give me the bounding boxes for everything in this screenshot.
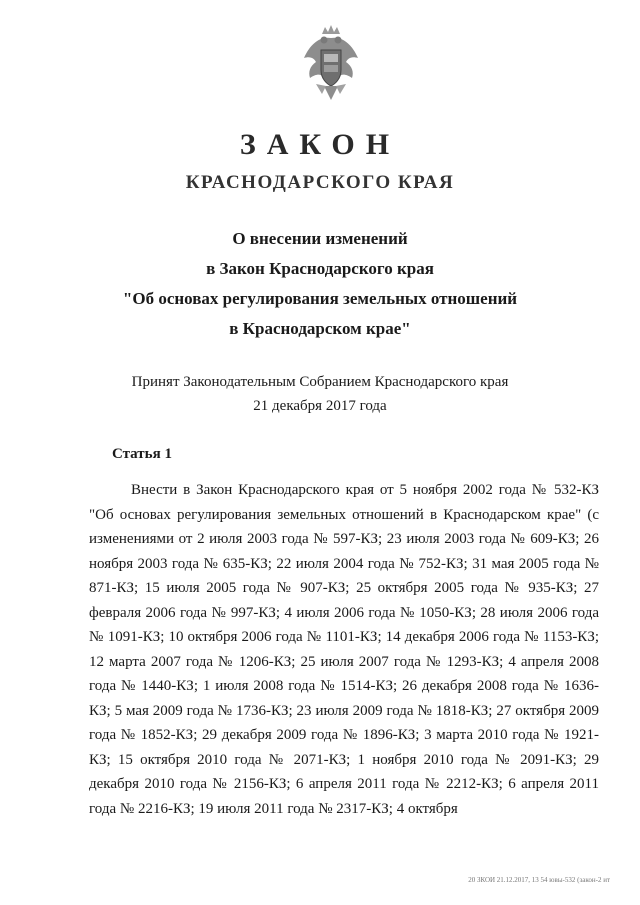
region-heading: КРАСНОДАРСКОГО КРАЯ xyxy=(185,172,455,193)
adoption-note xyxy=(0,370,640,418)
adoption-body: Принят Законодательным Собранием Краснодарского края xyxy=(131,374,509,390)
law-title xyxy=(0,224,640,344)
footer-code: 20 ЗКОИ 21.12.2017, 13 54 ювы-532 (закон-2 ит xyxy=(468,876,610,884)
coat-of-arms-icon xyxy=(300,24,362,104)
article-heading: Статья 1 xyxy=(112,446,172,462)
title-line: в Краснодарском крае" xyxy=(229,319,411,338)
title-line: О внесении изменений xyxy=(232,229,408,248)
title-line: в Закон Краснодарского края xyxy=(206,259,434,278)
adoption-date: 21 декабря 2017 года xyxy=(253,398,387,414)
article-paragraph: Внести в Закон Краснодарского края от 5 ноября 2002 года № 532-КЗ "Об основах регулирования земельных отношений в Краснодарском крае" (с изменениями от 2 июля 2003 года № 597-КЗ; 23 июля 2003 года № 609-КЗ; 26 ноября 2003 года № 635-КЗ; 22 июля 2004 года № 752-КЗ; 31 мая 2005 года № 871-КЗ; 15 июля 2005 года № 907-КЗ; 25 октября 2005 года № 935-КЗ; 27 февраля 2006 года № 997-КЗ; 4 июля 2006 года № 1050-КЗ; 28 июля 2006 года № 1091-КЗ; 10 октября 2006 года № 1101-КЗ; 14 декабря 2006 года № 1153-КЗ; 12 марта 2007 года № 1206-КЗ; 25 июля 2007 года № 1293-КЗ; 4 апреля 2008 года № 1440-КЗ; 1 июля 2008 года № 1514-КЗ; 26 декабря 2008 года № 1636-КЗ; 5 мая 2009 года № 1736-КЗ; 23 июля 2009 года № 1818-КЗ; 27 октября 2009 года № 1852-КЗ; 29 декабря 2009 года № 1896-КЗ; 3 марта 2010 года № 1921-КЗ; 15 октября 2010 года № 2071-КЗ; 1 ноября 2010 года № 2091-КЗ; 29 декабря 2010 года № 2156-КЗ; 6 апреля 2011 года № 2212-КЗ; 6 апреля 2011 года № 2216-КЗ; 19 июля 2011 года № 2317-КЗ; 4 октября xyxy=(89,482,599,817)
law-word-heading: ЗАКОН xyxy=(239,128,401,161)
title-line: "Об основах регулирования земельных отношений xyxy=(122,289,518,308)
